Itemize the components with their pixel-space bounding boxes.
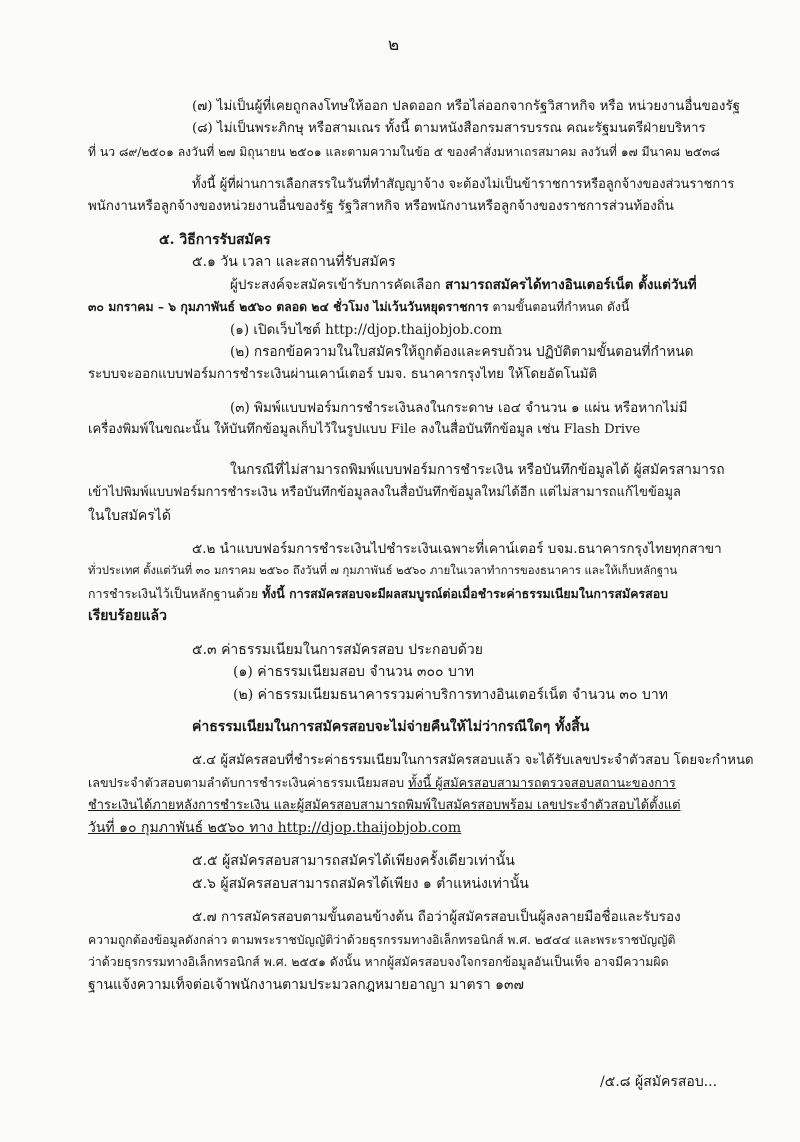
paragraph-line: ผู้ประสงค์จะสมัครเข้ารับการคัดเลือก สามารถสมัครได้ทางอินเตอร์เน็ต ตั้งแต่วันที่ (230, 277, 697, 293)
paragraph-line: เครื่องพิมพ์ในขณะนั้น ให้บันทึกข้อมูลเก็บไว้ในรูปแบบ File ลงในสื่อบันทึกข้อมูล เช่น Flash Drive (88, 422, 641, 437)
subsection-heading: ๕.๓ ค่าธรรมเนียมในการสมัครสอบ ประกอบด้วย (192, 642, 483, 658)
paragraph-line: ๕.๗ การสมัครสอบตามขั้นตอนข้างต้น ถือว่าผู้สมัครสอบเป็นผู้ลงลายมือชื่อและรับรอง (192, 909, 681, 925)
website-item: (๑) เปิดเว็บไซต์ http://djop.thaijobjob.com (230, 322, 503, 338)
paragraph-line: ๓๐ มกราคม – ๖ กุมภาพันธ์ ๒๕๖๐ ตลอด ๒๔ ชั่วโมง ไม่เว้นวันหยุดราชการ ตามขั้นตอนที่กำหนด ดังนี้ (88, 299, 630, 314)
paragraph-line: เข้าไปพิมพ์แบบฟอร์มการชำระเงิน หรือบันทึกข้อมูลลงในสื่อบันทึกข้อมูลใหม่ได้อีก แต่ไม่สามารถแก้ไขข้อมูล (88, 485, 681, 500)
fee-item: (๒) ค่าธรรมเนียมธนาคารรวมค่าบริการทางอินเตอร์เน็ต จำนวน ๓๐ บาท (233, 687, 668, 703)
paragraph-line: ๕.๖ ผู้สมัครสอบสามารถสมัครได้เพียง ๑ ตำแหน่งเท่านั้น (192, 876, 529, 892)
paragraph-line: เลขประจำตัวสอบตามลำดับการชำระเงินค่าธรรมเนียมสอบ ทั้งนี้ ผู้สมัครสอบสามารถตรวจสอบสถานะของการ (88, 775, 676, 790)
paragraph-line: ชำระเงินได้ภายหลังการชำระเงิน และผู้สมัครสอบสามารถพิมพ์ใบสมัครสอบพร้อม เลขประจำตัวสอบได้ตั้งแต่ (88, 798, 681, 813)
paragraph-line: ในใบสมัครได้ (88, 508, 171, 524)
non-refundable-notice: ค่าธรรมเนียมในการสมัครสอบจะไม่จ่ายคืนให้ไม่ว่ากรณีใดๆ ทั้งสิ้น (192, 719, 590, 735)
paragraph-line: พนักงานหรือลูกจ้างของหน่วยงานอื่นของรัฐ รัฐวิสาหกิจ หรือพนักงานหรือลูกจ้างของราชการส่วนท้องถิ่น (88, 199, 674, 214)
paragraph-line: (๒) กรอกข้อความในใบสมัครให้ถูกต้องและครบถ้วน ปฏิบัติตามขั้นตอนที่กำหนด (230, 344, 694, 360)
fee-item: (๑) ค่าธรรมเนียมสอบ จำนวน ๓๐๐ บาท (233, 664, 474, 680)
section-heading: ๕. วิธีการรับสมัคร (159, 232, 271, 248)
paragraph-line: เรียบร้อยแล้ว (88, 608, 167, 624)
paragraph-line: (๘) ไม่เป็นพระภิกษุ หรือสามเณร ทั้งนี้ ตามหนังสือกรมสารบรรณ คณะรัฐมนตรีฝ่ายบริหาร (192, 121, 706, 136)
paragraph-line: ความถูกต้องข้อมูลดังกล่าว ตามพระราชบัญญัติว่าด้วยธุรกรรมทางอิเล็กทรอนิกส์ พ.ศ. ๒๕๔๔ และพระราชบัญญัติ (88, 933, 676, 947)
subsection-heading: ๕.๑ วัน เวลา และสถานที่รับสมัคร (192, 254, 396, 270)
paragraph-line: การชำระเงินไว้เป็นหลักฐานด้วย ทั้งนี้ การสมัครสอบจะมีผลสมบูรณ์ต่อเมื่อชำระค่าธรรมเนียมในการสมัครสอบ (88, 586, 669, 601)
paragraph-line: ที่ นว ๘๙/๒๕๐๑ ลงวันที่ ๒๗ มิถุนายน ๒๕๐๑ และตามความในข้อ ๕ ของคำสั่งมหาเถรสมาคม ลงวันที่ ๑๗ มีนาคม ๒๕๓๘ (88, 145, 720, 159)
paragraph-line: ๕.๕ ผู้สมัครสอบสามารถสมัครได้เพียงครั้งเดียวเท่านั้น (192, 853, 515, 869)
paragraph-line: ๕.๒ นำแบบฟอร์มการชำระเงินไปชำระเงินเฉพาะที่เคาน์เตอร์ บจม.ธนาคารกรุงไทยทุกสาขา (192, 541, 722, 557)
paragraph-line: ระบบจะออกแบบฟอร์มการชำระเงินผ่านเคาน์เตอร์ บมจ. ธนาคารกรุงไทย ให้โดยอัตโนมัติ (88, 367, 598, 382)
page-number: ๒ (388, 35, 400, 55)
paragraph-line: ในกรณีที่ไม่สามารถพิมพ์แบบฟอร์มการชำระเงิน หรือบันทึกข้อมูลได้ ผู้สมัครสามารถ (230, 462, 725, 478)
paragraph-line: ๕.๔ ผู้สมัครสอบที่ชำระค่าธรรมเนียมในการสมัครสอบแล้ว จะได้รับเลขประจำตัวสอบ โดยจะกำหนด (192, 753, 754, 768)
paragraph-line: (๓) พิมพ์แบบฟอร์มการชำระเงินลงในกระดาษ เอ๔ จำนวน ๑ แผ่น หรือหากไม่มี (230, 400, 688, 416)
page-footer: /๕.๘ ผู้สมัครสอบ... (600, 1074, 718, 1090)
paragraph-line: ฐานแจ้งความเท็จต่อเจ้าพนักงานตามประมวลกฎหมายอาญา มาตรา ๑๓๗ (88, 977, 524, 993)
paragraph-line: (๗) ไม่เป็นผู้ที่เคยถูกลงโทษให้ออก ปลดออก หรือไล่ออกจากรัฐวิสาหกิจ หรือ หน่วยงานอื่นของรัฐ (192, 99, 740, 114)
paragraph-line: ทั้งนี้ ผู้ที่ผ่านการเลือกสรรในวันที่ทำสัญญาจ้าง จะต้องไม่เป็นข้าราชการหรือลูกจ้างของส่วนราชการ (192, 177, 735, 192)
paragraph-line: ทั่วประเทศ ตั้งแต่วันที่ ๓๐ มกราคม ๒๕๖๐ ถึงวันที่ ๗ กุมภาพันธ์ ๒๕๖๐ ภายในเวลาทำการของธนาคาร และให้เก็บหลักฐาน (88, 564, 678, 577)
paragraph-line: ว่าด้วยธุรกรรมทางอิเล็กทรอนิกส์ พ.ศ. ๒๕๕๑ ดังนั้น หากผู้สมัครสอบจงใจกรอกข้อมูลอันเป็นเท็จ อาจมีความผิด (88, 955, 669, 969)
paragraph-line: วันที่ ๑๐ กุมภาพันธ์ ๒๕๖๐ ทาง http://djop.thaijobjob.com (88, 820, 462, 836)
